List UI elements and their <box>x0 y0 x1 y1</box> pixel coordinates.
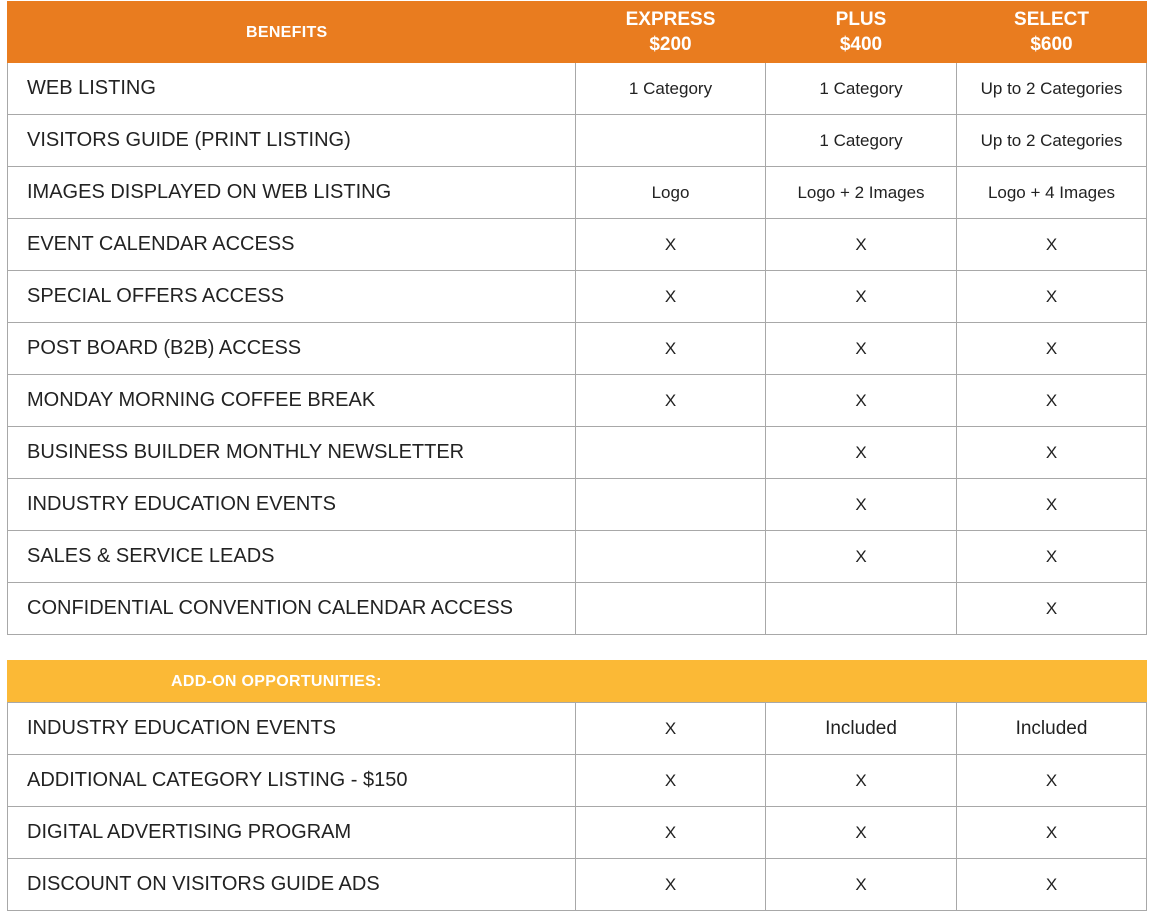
cell-express: X <box>576 859 766 911</box>
cell-express: X <box>576 323 766 375</box>
cell-express <box>576 531 766 583</box>
cell-plus: X <box>766 427 957 479</box>
benefits-table-body <box>8 63 1147 635</box>
benefits-table-header <box>8 2 1147 63</box>
table-row <box>8 375 1147 427</box>
cell-plus: X <box>766 271 957 323</box>
row-label: SALES & SERVICE LEADS <box>8 531 576 583</box>
cell-select: X <box>957 531 1147 583</box>
row-label: POST BOARD (B2B) ACCESS <box>8 323 576 375</box>
cell-express <box>576 115 766 167</box>
addon-table <box>7 660 1147 911</box>
table-row <box>8 755 1147 807</box>
table-row <box>8 583 1147 635</box>
cell-select: X <box>957 859 1147 911</box>
table-row <box>8 427 1147 479</box>
cell-express: 1 Category <box>576 63 766 115</box>
cell-express: X <box>576 807 766 859</box>
table-row <box>8 703 1147 755</box>
cell-plus: 1 Category <box>766 63 957 115</box>
table-row <box>8 323 1147 375</box>
cell-select: Up to 2 Categories <box>957 115 1147 167</box>
cell-select: X <box>957 807 1147 859</box>
table-row <box>8 859 1147 911</box>
tier-name: PLUS <box>835 9 887 30</box>
cell-select: X <box>957 219 1147 271</box>
cell-plus: X <box>766 375 957 427</box>
cell-express: X <box>576 375 766 427</box>
cell-select: Included <box>957 703 1147 755</box>
cell-plus: X <box>766 755 957 807</box>
cell-plus: X <box>766 531 957 583</box>
cell-select: X <box>957 271 1147 323</box>
cell-select: X <box>957 583 1147 635</box>
table-row <box>8 219 1147 271</box>
tier-name: EXPRESS <box>625 9 716 30</box>
cell-plus: X <box>766 479 957 531</box>
cell-express: X <box>576 703 766 755</box>
table-row <box>8 63 1147 115</box>
row-label: SPECIAL OFFERS ACCESS <box>8 271 576 323</box>
cell-select: X <box>957 323 1147 375</box>
row-label: IMAGES DISPLAYED ON WEB LISTING <box>8 167 576 219</box>
addon-table-body <box>8 703 1147 911</box>
cell-plus: Included <box>766 703 957 755</box>
tier-header-express <box>576 2 766 63</box>
cell-express <box>576 583 766 635</box>
cell-plus: X <box>766 807 957 859</box>
row-label: VISITORS GUIDE (PRINT LISTING) <box>8 115 576 167</box>
table-row <box>8 167 1147 219</box>
cell-express: X <box>576 271 766 323</box>
row-label: BUSINESS BUILDER MONTHLY NEWSLETTER <box>8 427 576 479</box>
cell-plus: 1 Category <box>766 115 957 167</box>
cell-plus: X <box>766 859 957 911</box>
cell-select: X <box>957 375 1147 427</box>
addon-title: ADD-ON OPPORTUNITIES: <box>8 661 1147 703</box>
cell-plus: X <box>766 219 957 271</box>
row-label: INDUSTRY EDUCATION EVENTS <box>8 703 576 755</box>
row-label: DISCOUNT ON VISITORS GUIDE ADS <box>8 859 576 911</box>
addon-table-header <box>8 661 1147 703</box>
cell-plus: Logo + 2 Images <box>766 167 957 219</box>
tier-price: $400 <box>839 34 883 55</box>
cell-express: Logo <box>576 167 766 219</box>
cell-select: X <box>957 427 1147 479</box>
table-row <box>8 479 1147 531</box>
tier-price: $600 <box>1030 34 1073 55</box>
table-row <box>8 271 1147 323</box>
tier-header-plus <box>766 2 957 63</box>
cell-express <box>576 479 766 531</box>
cell-select: X <box>957 755 1147 807</box>
row-label: EVENT CALENDAR ACCESS <box>8 219 576 271</box>
cell-plus <box>766 583 957 635</box>
row-label: ADDITIONAL CATEGORY LISTING - $150 <box>8 755 576 807</box>
cell-express: X <box>576 219 766 271</box>
tier-price: $200 <box>649 34 692 55</box>
cell-express <box>576 427 766 479</box>
cell-select: X <box>957 479 1147 531</box>
row-label: WEB LISTING <box>8 63 576 115</box>
table-row <box>8 807 1147 859</box>
table-row <box>8 115 1147 167</box>
row-label: CONFIDENTIAL CONVENTION CALENDAR ACCESS <box>8 583 576 635</box>
table-row <box>8 531 1147 583</box>
cell-select: Logo + 4 Images <box>957 167 1147 219</box>
row-label: DIGITAL ADVERTISING PROGRAM <box>8 807 576 859</box>
tier-name: SELECT <box>1014 9 1089 30</box>
benefits-table <box>7 1 1147 635</box>
cell-plus: X <box>766 323 957 375</box>
benefits-column-header: BENEFITS <box>8 2 576 63</box>
cell-express: X <box>576 755 766 807</box>
row-label: MONDAY MORNING COFFEE BREAK <box>8 375 576 427</box>
cell-select: Up to 2 Categories <box>957 63 1147 115</box>
tier-header-select <box>957 2 1147 63</box>
row-label: INDUSTRY EDUCATION EVENTS <box>8 479 576 531</box>
